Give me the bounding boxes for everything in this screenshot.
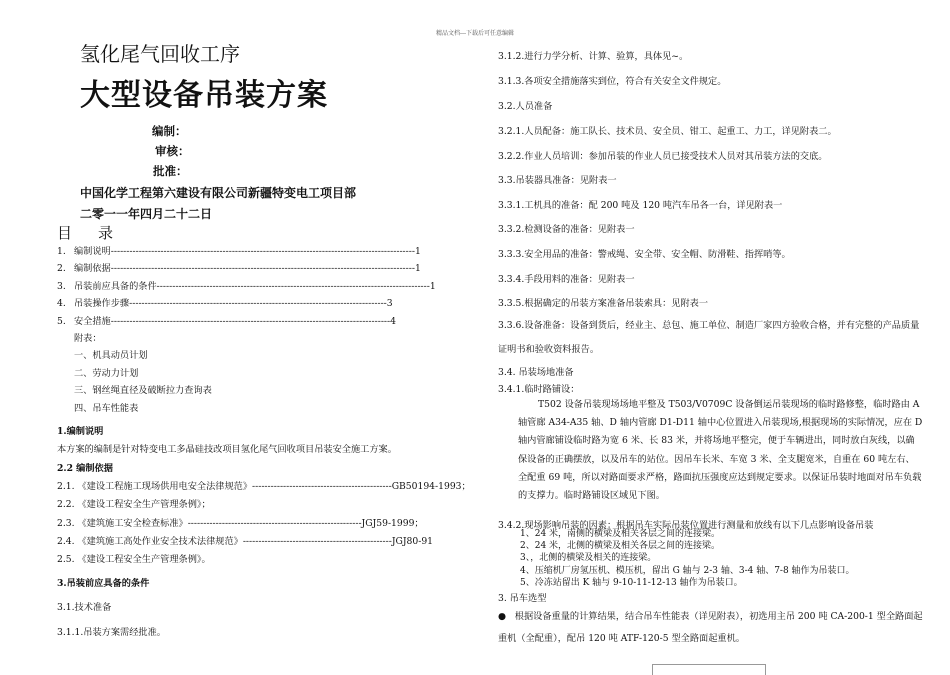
- section-3-4-2: 3.4.2.现场影响吊装的因素：根据吊车实际吊装位置进行测量和放线有以下几点影响设备吊装: [498, 520, 874, 531]
- toc-appendix-item: 一、机具动员计划: [74, 350, 148, 362]
- page-header-note: 精品文档---下载后可任意编辑: [435, 30, 515, 37]
- field-author: 编制：: [152, 124, 187, 138]
- reference-item: 2.2. 《建设工程安全生产管理条例》；: [57, 499, 211, 510]
- reference-item: 2.4. 《建筑施工高处作业安全技术法律规范》------------------------------------------------JGJ80-91: [57, 536, 434, 547]
- toc-appendix-item: 三、钢丝绳直径及破断拉力查询表: [74, 385, 212, 397]
- paragraph-3-4-1: T502 设备吊装现场场地平整及 T503/V0709C 设备倒运吊装现场的临时路修整，临时路由 A 轴管廊 A34-A35 轴、D 轴内管廊 D1-D11 轴中心位置进入吊装现场,根据现场的实际情况，应在 D 轴内管廊铺设临时路为宽 6 米、长 83 米，并将场地平整完，便于车辆进出，同时放白灰线，以确保设备的正确摆放，以及吊车的站位。因吊车长米、车宽 3 米、全支腿宽米，自重在 60 吨左右、全配重 69 吨，所以对路面要求严格，路面抗压强度应达到规定要求。以保证吊装时地面对吊车负载的支撑力。临时路铺设区域见下图。: [518, 399, 923, 502]
- text-line: 3.3.吊装器具准备：见附表一: [498, 175, 617, 186]
- text-line: 3.2.人员准备: [498, 101, 553, 112]
- toc-item[interactable]: 2. 编制依据--------------------------------------------------------------------------------------------------1: [57, 263, 421, 275]
- figure-frame: [652, 664, 766, 675]
- toc-appendix-item: 二、劳动力计划: [74, 367, 139, 379]
- section-2-title: 2.2 编制依据: [57, 463, 113, 474]
- crane-selection-paragraph: ● 根据设备重量的计算结果，结合吊车性能表（详见附表），初选用主吊 200 吨 CA-200-1 型全路面起重机（全配重），配吊 120 吨 ATF-120-5 型全路面起重机。: [498, 611, 923, 644]
- text-line: 3.3.1.工机具的准备：配 200 吨及 120 吨汽车吊各一台，详见附表一: [498, 200, 783, 211]
- toc-item[interactable]: 3. 吊装前应具备的条件----------------------------------------------------------------------------------------1: [57, 280, 436, 292]
- paragraph-3-3-6: 3.3.6.设备准备：设备到货后，经业主、总包、施工单位、制造厂家四方验收合格，并有完整的产品质量证明书和验收资料报告。: [498, 320, 920, 355]
- section-3-5: 3. 吊车选型: [498, 593, 547, 604]
- cover-subtitle: 氢化尾气回收工序: [80, 42, 240, 66]
- text-line: 3.1.3.各项安全措施落实到位，符合有关安全文件规定。: [498, 76, 727, 87]
- toc-appendix-label: 附表：: [74, 333, 102, 345]
- organization-name: 中国化学工程第六建设有限公司新疆特变电工项目部: [80, 186, 357, 200]
- toc-appendix-item: 四、吊车性能表: [74, 402, 139, 414]
- list-item: 4、压缩机厂房氢压机、模压机，留出 G 轴与 2-3 轴、3-4 轴、7-8 轴作为吊装口。: [520, 565, 855, 576]
- toc-item[interactable]: 4. 吊装操作步骤-----------------------------------------------------------------------------------3: [57, 298, 393, 310]
- text-line: 3.2.2.作业人员培训：参加吊装的作业人员已接受技术人员对其吊装方法的交底。: [498, 151, 828, 162]
- toc-item[interactable]: 5. 安全措施------------------------------------------------------------------------------------------4: [57, 315, 396, 327]
- impact-factor-list: [520, 528, 855, 589]
- document-date: 二零一一年四月二十二日: [80, 207, 213, 221]
- text-line: 3.2.1.人员配备：施工队长、技术员、安全员、钳工、起重工、力工，详见附表二。: [498, 126, 837, 137]
- section-3-title: 3.吊装前应具备的条件: [57, 578, 150, 589]
- cover-title: 大型设备吊装方案: [80, 78, 328, 113]
- section-1-body: 本方案的编制是针对特变电工多晶硅技改项目氢化尾气回收项目吊装安全施工方案。: [57, 444, 397, 455]
- section-3-4: 3.4. 吊装场地准备: [498, 367, 574, 378]
- text-line: 3.3.5.根据确定的吊装方案准备吊装索具：见附表一: [498, 298, 709, 309]
- reference-item: 2.5. 《建设工程安全生产管理条例》。: [57, 554, 211, 565]
- toc-heading: 目录: [57, 224, 140, 242]
- text-line: 3.3.2.检测设备的准备：见附表一: [498, 224, 635, 235]
- table-of-contents: [57, 243, 436, 417]
- reference-item: 2.3. 《建筑施工安全检查标准》--------------------------------------------------------JGJ59-1999；: [57, 518, 424, 529]
- list-item: 2、24 米，北侧的横梁及相关各层之间的连接梁。: [520, 541, 721, 552]
- toc-item[interactable]: 1. 编制说明--------------------------------------------------------------------------------------------------1: [57, 246, 421, 257]
- field-reviewer: 审核：: [155, 144, 190, 158]
- text-line: 3.3.3.安全用品的准备：警戒绳、安全带、安全帽、防滑鞋、指挥哨等。: [498, 249, 791, 260]
- list-item: 3、，北侧的横梁及相关的连接梁。: [520, 553, 657, 564]
- section-3-4-1: 3.4.1.临时路铺设：: [498, 384, 580, 395]
- field-approver: 批准：: [153, 164, 188, 178]
- section-3-1-1: 3.1.1.吊装方案需经批准。: [57, 627, 166, 638]
- bullet-icon: ●: [498, 611, 507, 622]
- section-1-title: 1.编制说明: [57, 426, 104, 437]
- section-3-1: 3.1.技术准备: [57, 602, 112, 613]
- text-line: 3.3.4.手段用料的准备：见附表一: [498, 274, 635, 285]
- reference-item: 2.1. 《建设工程施工现场供用电安全法律规范》---------------------------------------------GB50194-1993；: [57, 481, 471, 492]
- list-item: 5、冷冻站留出 K 轴与 9-10-11-12-13 轴作为吊装口。: [520, 577, 743, 588]
- text-line: 3.1.2.进行力学分析、计算、验算，具体见~。: [498, 51, 689, 62]
- list-item: 1、24 米，南侧的横梁及相关各层之间的连接梁。: [520, 529, 721, 539]
